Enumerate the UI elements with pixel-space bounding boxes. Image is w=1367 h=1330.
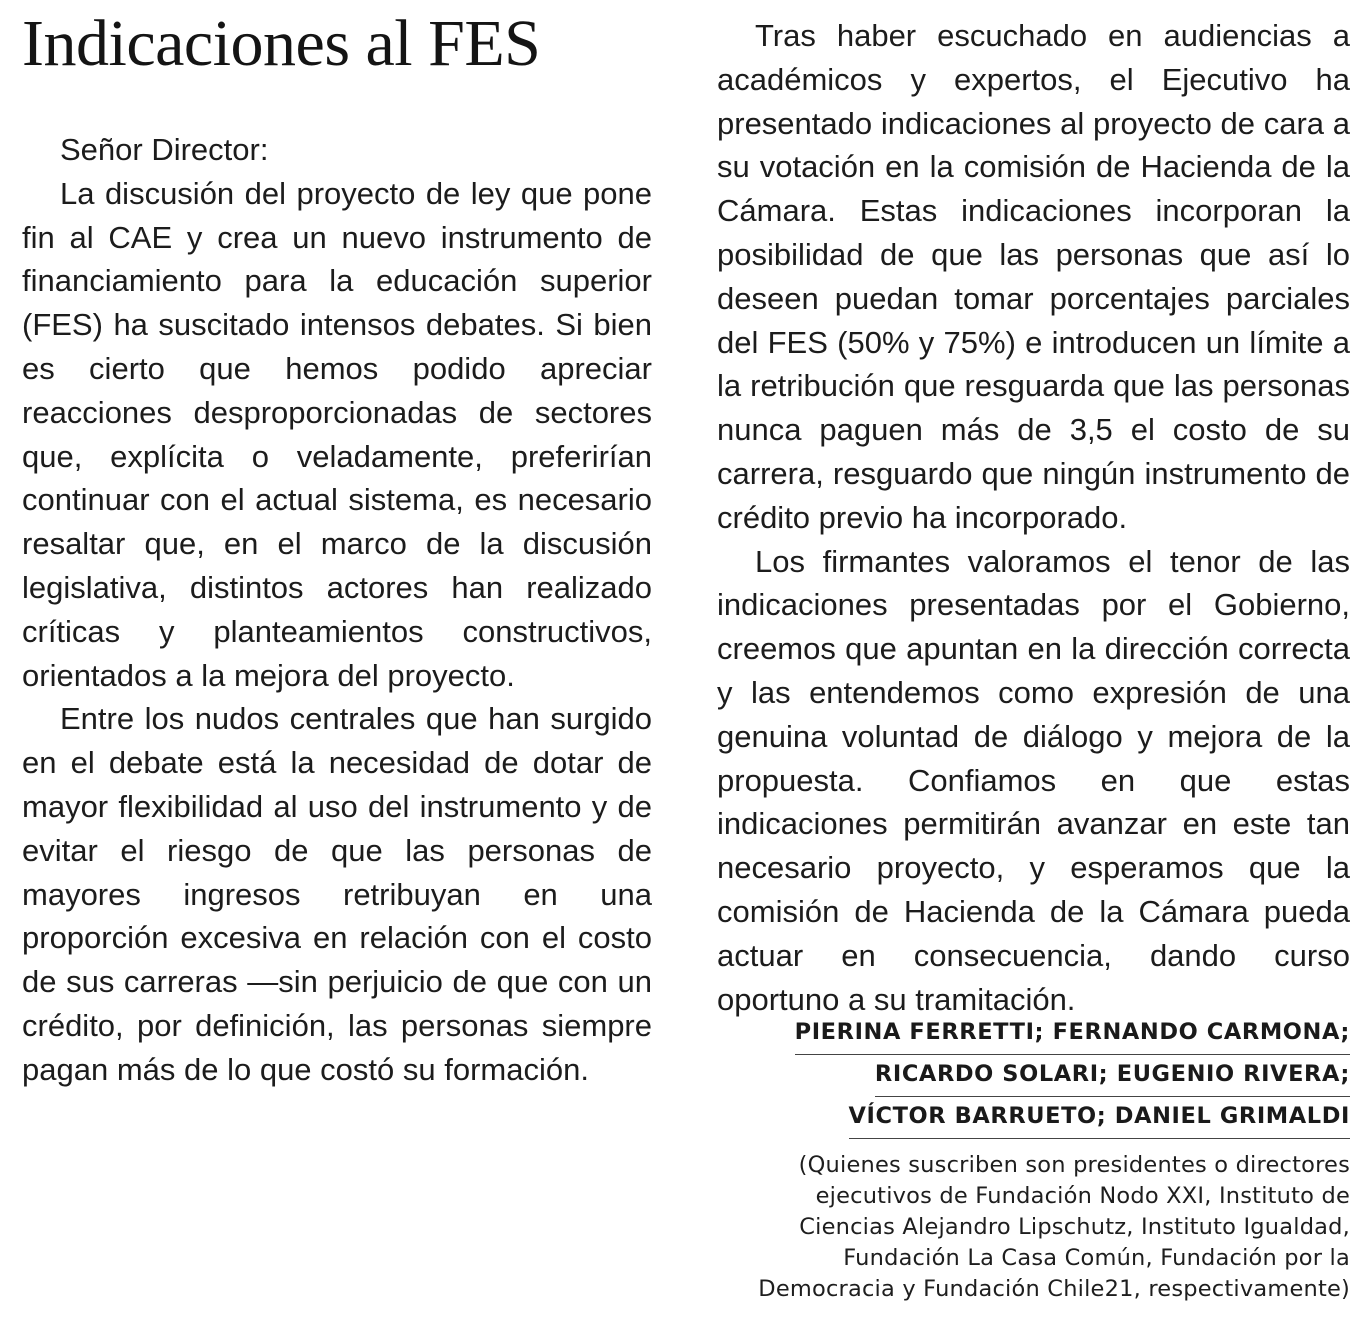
author-credit (717, 1150, 1350, 1305)
paragraph-4: Los firmantes valoramos el tenor de las indicaciones presentadas por el Gobierno, creemos que apuntan en la dirección correcta y las entendemos como expresión de una genuina voluntad de diálogo y mejora de la propuesta. Confiamos en que estas indicaciones permitirán avanzar en este tan necesario proyecto, y esperamos que la comisión de Hacienda de la Cámara pueda actuar en consecuencia, dando curso oportuno a su tramitación. (717, 543, 1350, 1017)
paragraph-1: La discusión del proyecto de ley que pone fin al CAE y crea un nuevo instrumento de financiamiento para la educación superior (FES) ha suscitado intensos debates. Si bien es cierto que hemos podido apreciar reacciones desproporcionadas de sectores que, explícita o veladamente, preferirían continuar con el actual sistema, es necesario resaltar que, en el marco de la discusión legislativa, distintos actores han realizado críticas y planteamientos constructivos, orientados a la mejora del proyecto. (22, 175, 652, 693)
credit-line-1: (Quienes suscriben son presidentes o directores (798, 1152, 1350, 1178)
signatures (717, 1013, 1350, 1139)
credit-line-2: ejecutivos de Fundación Nodo XXI, Instituto de (815, 1183, 1350, 1209)
paragraph-3: Tras haber escuchado en audiencias a académicos y expertos, el Ejecutivo ha presentado indicaciones al proyecto de cara a su votación en la comisión de Hacienda de la Cámara. Estas indicaciones incorporan la posibilidad de que las personas que así lo deseen puedan tomar porcentajes parciales del FES (50% y 75%) e introducen un límite a la retribución que resguarda que las personas nunca paguen más de 3,5 el costo de su carrera, resguardo que ningún instrumento de crédito previo ha incorporado. (717, 18, 1350, 535)
credit-line-5: Democracia y Fundación Chile21, respectivamente) (758, 1276, 1350, 1302)
right-column (717, 14, 1350, 1021)
credit-line-3: Ciencias Alejandro Lipschutz, Instituto Igualdad, (799, 1214, 1350, 1240)
left-column (22, 128, 652, 1092)
signature-line-2: RICARDO SOLARI; EUGENIO RIVERA; (875, 1055, 1350, 1097)
credit-line-4: Fundación La Casa Común, Fundación por la (843, 1245, 1350, 1271)
salutation: Señor Director: (60, 132, 269, 167)
signature-line-1: PIERINA FERRETTI; FERNANDO CARMONA; (795, 1013, 1350, 1055)
paragraph-2: Entre los nudos centrales que han surgido en el debate está la necesidad de dotar de mayor flexibilidad al uso del instrumento y de evitar el riesgo de que las personas de mayores ingresos retribuyan en una proporción excesiva en relación con el costo de sus carreras —sin perjuicio de que con un crédito, por definición, las personas siempre pagan más de lo que costó su formación. (22, 701, 652, 1087)
signature-line-3: VÍCTOR BARRUETO; DANIEL GRIMALDI (849, 1097, 1350, 1139)
headline: Indicaciones al FES (22, 7, 541, 80)
